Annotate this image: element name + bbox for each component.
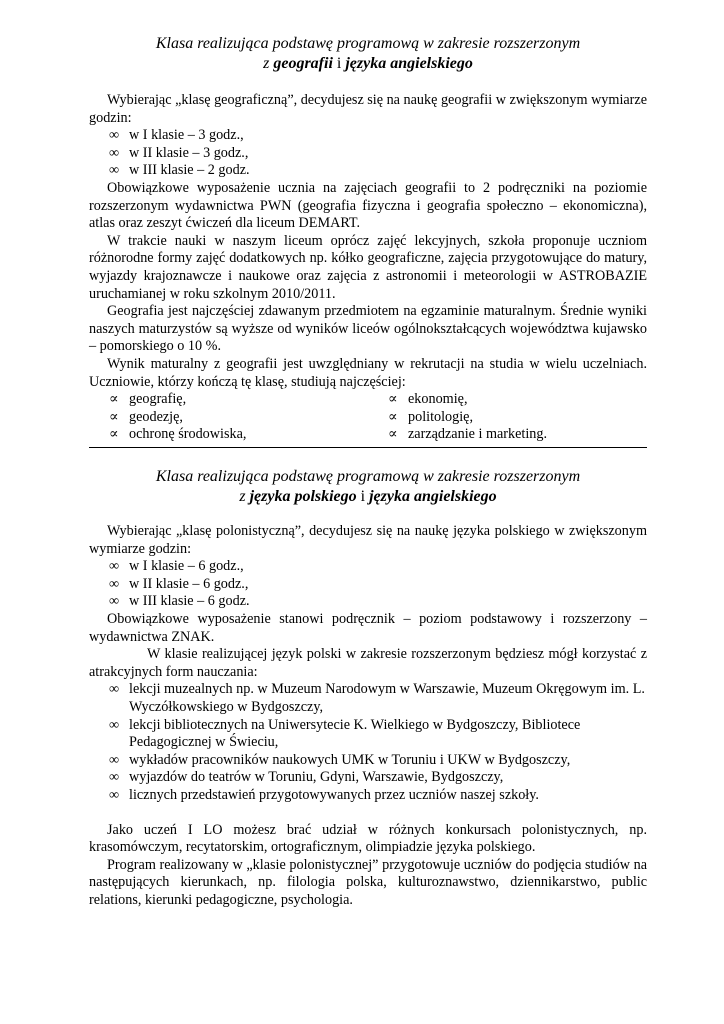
section-title (89, 467, 647, 507)
title-line-1: Klasa realizująca podstawę programową w zakresie rozszerzonym (155, 468, 581, 485)
studies-list-left (89, 391, 368, 444)
infinity-bullet-icon: ∞ (109, 769, 120, 786)
proportional-bullet-icon: ∝ (388, 408, 398, 425)
list-item: ∞ w II klasie – 6 godz., (109, 575, 249, 592)
infinity-bullet-icon: ∞ (109, 127, 120, 144)
polish-class-section (89, 467, 647, 909)
equipment-paragraph: Obowiązkowe wyposażenie ucznia na zajęciach geografii to 2 podręczniki na poziomie rozszerzonym wydawnictwa PWN (geografia fizyczna i geografia społeczno – ekonomiczna), atlas oraz zeszyt ćwiczeń dla liceum DEMART. (89, 179, 647, 232)
title-subject-1: języka polskiego (249, 488, 357, 505)
list-item: ∝ geografię, (109, 391, 187, 408)
list-item: ∝ zarządzanie i marketing. (388, 426, 548, 443)
section-divider (89, 447, 647, 448)
equipment-paragraph: Obowiązkowe wyposażenie stanowi podręcznik – poziom podstawowy i rozszerzony – wydawnictwa ZNAK. (89, 610, 647, 645)
title-line-2: z geografii i języka angielskiego (263, 55, 473, 72)
proportional-bullet-icon: ∝ (388, 426, 398, 443)
title-subject-2: języka angielskiego (345, 55, 473, 72)
studies-paragraph: Wynik maturalny z geografii jest uwzględniany w rekrutacji na studia w wielu uczelniach. Uczniowie, którzy kończą tę klasę, studiują najczęściej: (89, 355, 647, 390)
studies-columns (89, 391, 647, 444)
infinity-bullet-icon: ∞ (109, 575, 120, 592)
list-item: ∞ lekcji bibliotecznych na Uniwersytecie K. Wielkiego w Bydgoszczy, Bibliotece Pedagogicznej w Świeciu, (109, 716, 581, 751)
list-item: ∞ w II klasie – 3 godz., (109, 144, 249, 161)
intro-paragraph: Wybierając „klasę geograficzną”, decydujesz się na naukę geografii w zwiększonym wymiarze godzin: (89, 92, 647, 126)
forms-intro-paragraph: W klasie realizującej język polski w zakresie rozszerzonym będziesz mógł korzystać z atrakcyjnych form nauczania: (89, 646, 647, 680)
infinity-bullet-icon: ∞ (109, 681, 120, 698)
list-item: ∞ lekcji muzealnych np. w Muzeum Narodowym w Warszawie, Muzeum Okręgowym im. L. Wyczółkowskiego w Bydgoszczy, (109, 681, 645, 715)
infinity-bullet-icon: ∞ (109, 716, 120, 733)
proportional-bullet-icon: ∝ (109, 426, 119, 443)
infinity-bullet-icon: ∞ (109, 786, 120, 803)
list-item: ∝ ochronę środowiska, (109, 426, 247, 443)
title-subject-2: języka angielskiego (369, 488, 497, 505)
infinity-bullet-icon: ∞ (109, 162, 120, 179)
proportional-bullet-icon: ∝ (109, 391, 119, 408)
title-line-1: Klasa realizująca podstawę programową w zakresie rozszerzonym (155, 35, 581, 52)
activities-paragraph: W trakcie nauki w naszym liceum oprócz zajęć lekcyjnych, szkoła proponuje uczniom różnorodne formy zajęć dodatkowych np. kółko geograficzne, zajęcia przygotowujące do matury, wyjazdy krajoznawcze i naukowe oraz zajęcia z astronomii i meteorologii w ASTROBAZIE uruchamianej w roku szkolnym 2010/2011. (89, 232, 647, 302)
forms-list (89, 681, 647, 804)
list-item: ∞ w III klasie – 2 godz. (109, 162, 250, 179)
hours-list (89, 558, 647, 611)
infinity-bullet-icon: ∞ (109, 751, 120, 768)
title-subject-1: geografii (273, 55, 333, 72)
title-line-2: z języka polskiego i języka angielskiego (239, 488, 497, 505)
infinity-bullet-icon: ∞ (109, 558, 120, 575)
exam-paragraph: Geografia jest najczęściej zdawanym przedmiotem na egzaminie maturalnym. Średnie wyniki naszych maturzystów są wyższe od wyników liceów ogólnokształcących województwa kujawsko – pomorskiego o 10 %. (89, 303, 647, 355)
list-item: ∝ ekonomię, (388, 391, 468, 408)
intro-paragraph: Wybierając „klasę polonistyczną”, decydujesz się na naukę języka polskiego w zwiększonym wymiarze godzin: (89, 523, 647, 557)
list-item: ∝ geodezję, (109, 408, 183, 425)
list-item: ∞ w I klasie – 3 godz., (109, 127, 244, 144)
proportional-bullet-icon: ∝ (109, 408, 119, 425)
list-item: ∞ w III klasie – 6 godz. (109, 593, 250, 610)
list-item: ∞ wykładów pracowników naukowych UMK w Toruniu i UKW w Bydgoszczy, (109, 751, 571, 768)
list-item: ∝ politologię, (388, 408, 474, 425)
contests-paragraph: Jako uczeń I LO możesz brać udział w różnych konkursach polonistycznych, np. krasomówczym, recytatorskim, ortograficznym, olimpiadzie języka polskiego. (89, 821, 647, 856)
infinity-bullet-icon: ∞ (109, 144, 120, 161)
proportional-bullet-icon: ∝ (388, 391, 398, 408)
hours-list (89, 127, 647, 180)
list-item: ∞ w I klasie – 6 godz., (109, 558, 244, 575)
geography-class-section (89, 34, 647, 444)
program-paragraph: Program realizowany w „klasie polonistycznej” przygotowuje uczniów do podjęcia studiów na następujących kierunkach, np. filologia polska, kulturoznawstwo, dziennikarstwo, public relations, kierunki pedagogiczne, psychologia. (89, 856, 647, 908)
list-item: ∞ licznych przedstawień przygotowywanych przez uczniów naszej szkoły. (109, 786, 539, 803)
section-title (89, 34, 647, 74)
infinity-bullet-icon: ∞ (109, 593, 120, 610)
studies-list-right (368, 391, 647, 444)
list-item: ∞ wyjazdów do teatrów w Toruniu, Gdyni, Warszawie, Bydgoszczy, (109, 769, 504, 786)
